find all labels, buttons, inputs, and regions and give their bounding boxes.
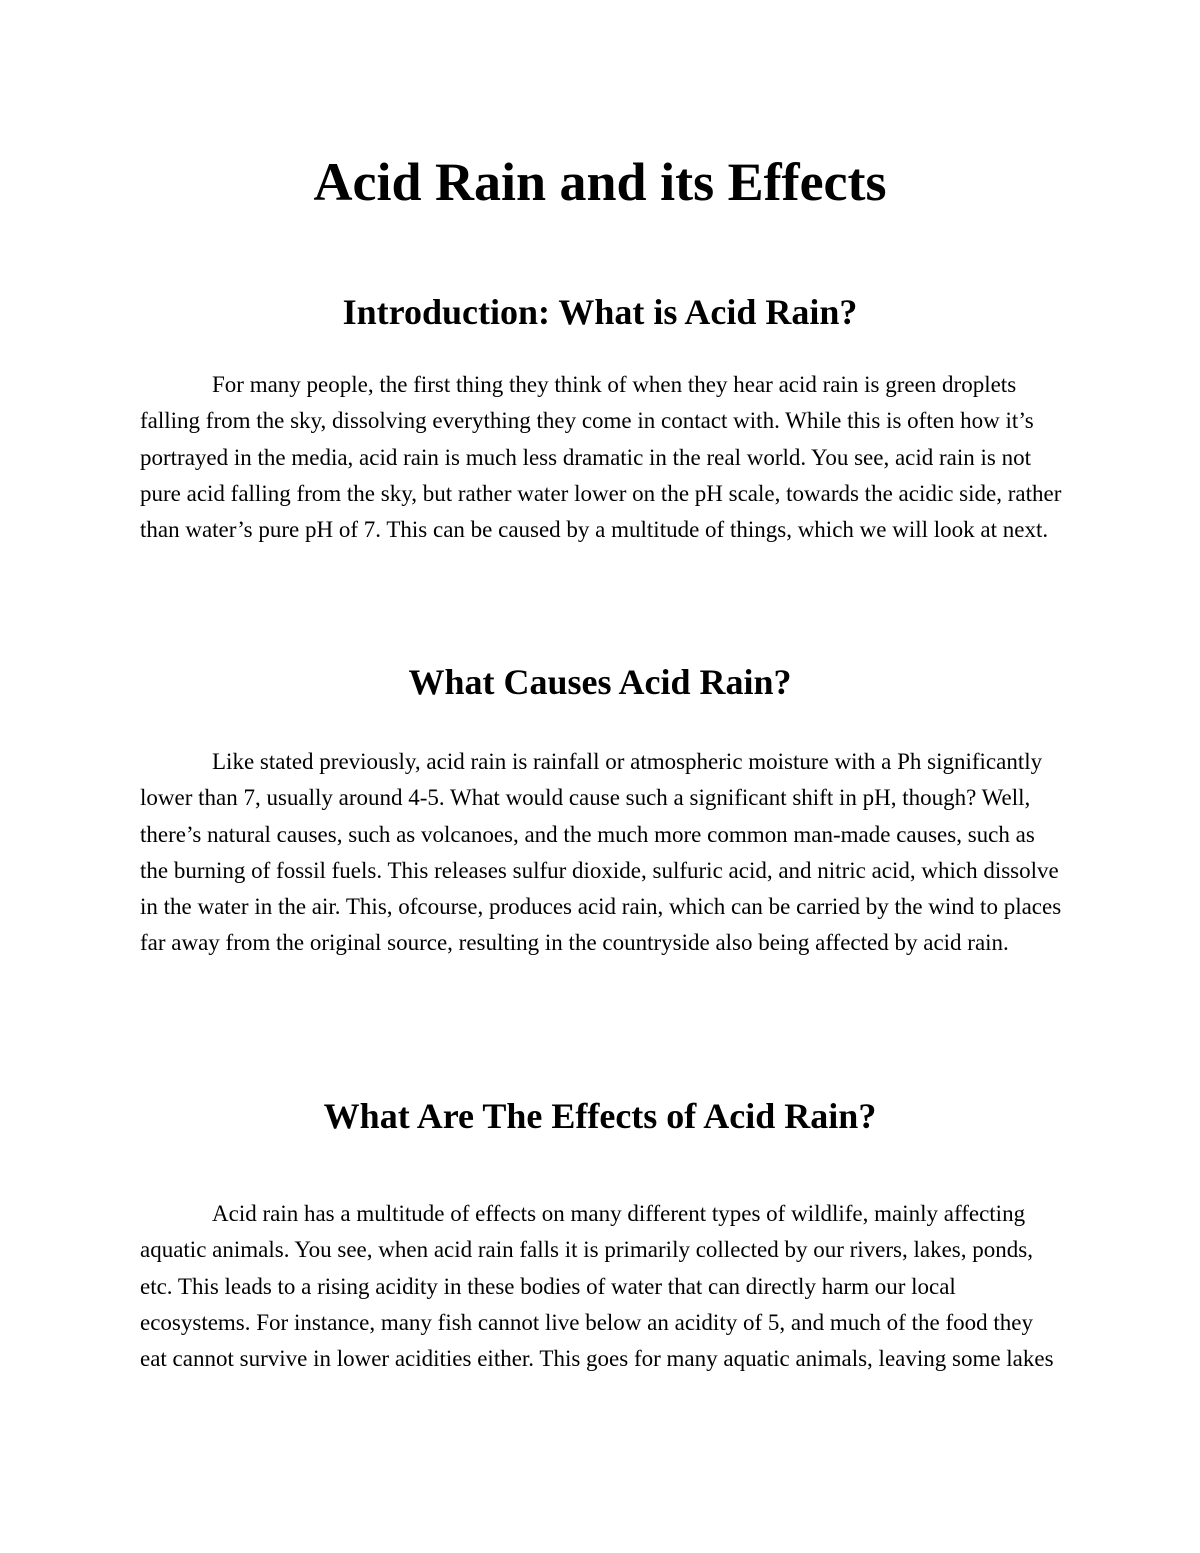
section-heading-effects: What Are The Effects of Acid Rain? bbox=[323, 1096, 877, 1136]
section-heading-causes: What Causes Acid Rain? bbox=[408, 662, 792, 702]
section-body-causes: Like stated previously, acid rain is rainfall or atmospheric moisture with a Ph significantly lower than 7, usually around 4-5. What would cause such a significant shift in pH, though? Well, there’s natural causes, such as volcanoes, and the much more common man-made causes, such as the burning of fossil fuels. This releases sulfur dioxide, sulfuric acid, and nitric acid, which dissolve in the water in the air. This, ofcourse, produces acid rain, which can be carried by the wind to places far away from the original source, resulting in the countryside also being affected by acid rain. bbox=[140, 749, 1062, 956]
section-body-effects: Acid rain has a multitude of effects on many different types of wildlife, mainly affecting aquatic animals. You see, when acid rain falls it is primarily collected by our rivers, lakes, ponds, etc. This leads to a rising acidity in these bodies of water that can directly harm our local ecosystems. For instance, many fish cannot live below an acidity of 5, and much of the food they eat cannot survive in lower acidities either. This goes for many aquatic animals, leaving some lakes bbox=[140, 1201, 1054, 1372]
section-heading-introduction: Introduction: What is Acid Rain? bbox=[342, 292, 858, 332]
section-body-introduction: For many people, the first thing they think of when they hear acid rain is green droplets falling from the sky, dissolving everything they come in contact with. While this is often how it’s portrayed in the media, acid rain is much less dramatic in the real world. You see, acid rain is not pure acid falling from the sky, but rather water lower on the pH scale, towards the acidic side, rather than water’s pure pH of 7. This can be caused by a multitude of things, which we will look at next. bbox=[140, 372, 1062, 543]
document-page bbox=[140, 0, 1065, 1553]
document-title: Acid Rain and its Effects bbox=[313, 152, 887, 212]
